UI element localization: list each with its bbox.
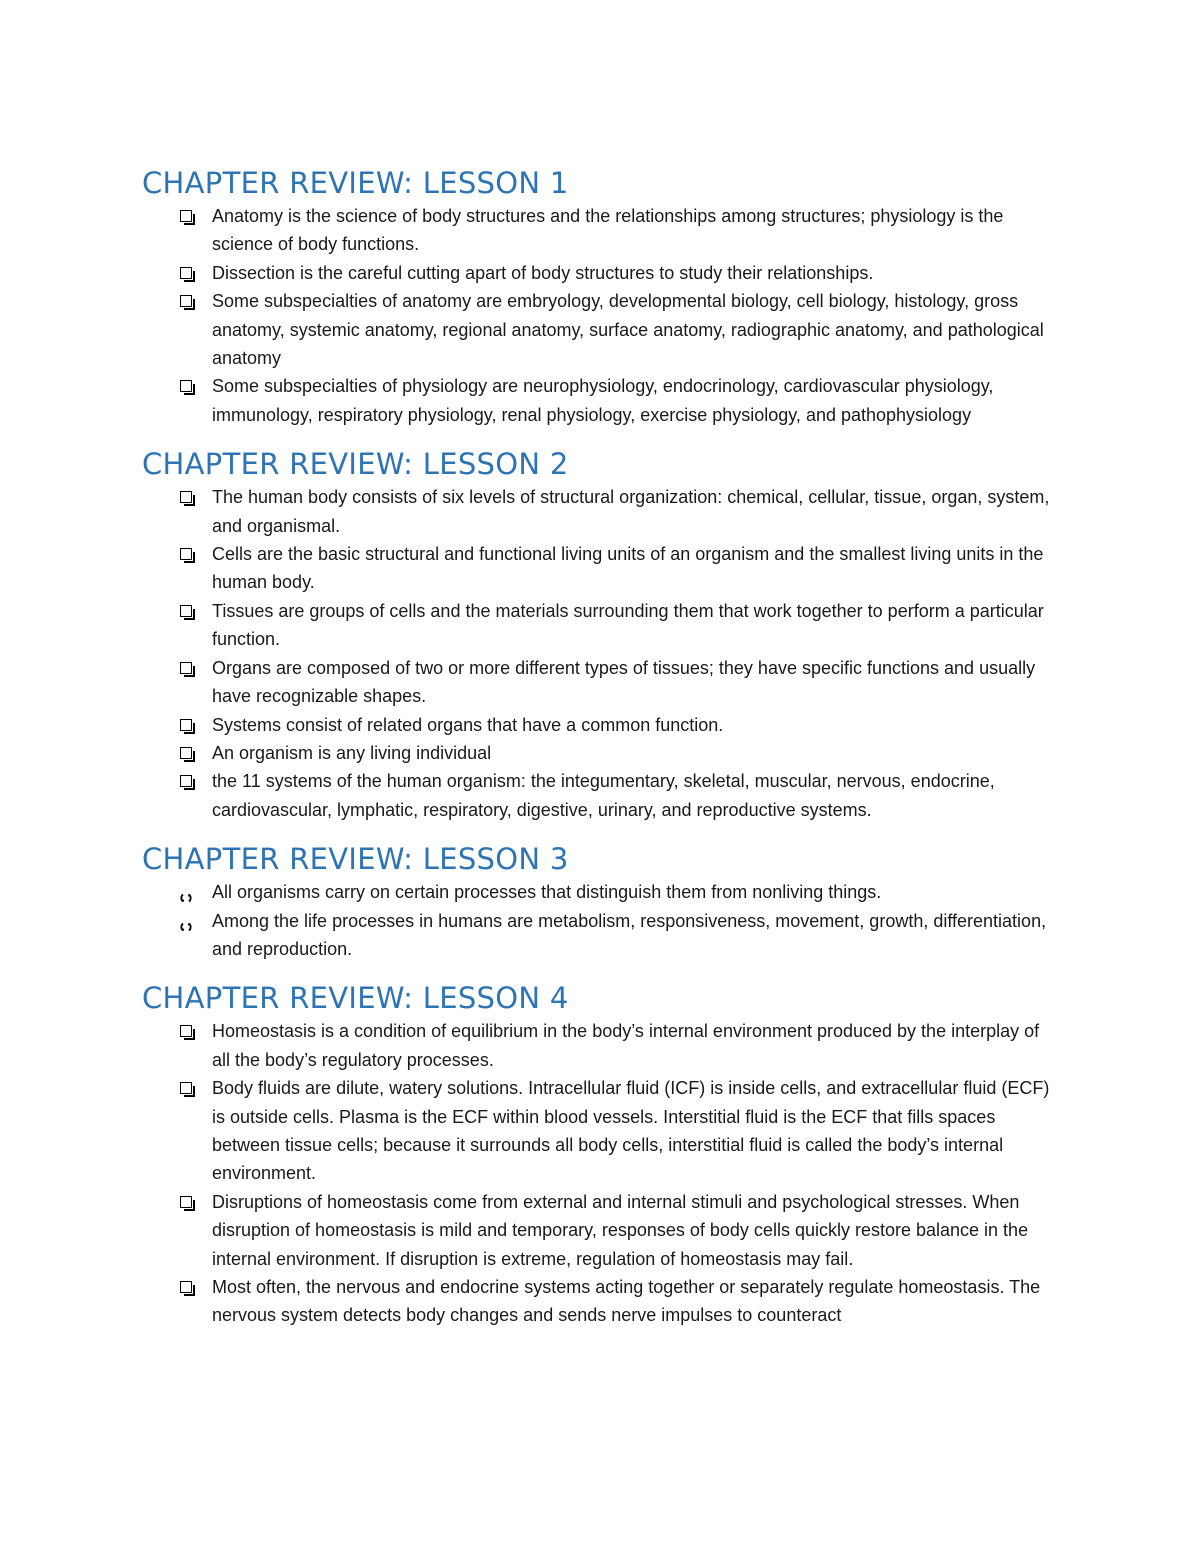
list-item xyxy=(142,1074,1062,1188)
list-item-text: Organs are composed of two or more different types of tissues; they have specific functions and usually have recognizable shapes. xyxy=(212,657,1036,707)
list-item-text: Homeostasis is a condition of equilibrium in the body’s internal environment produced by the interplay of all the body’s regulatory processes. xyxy=(212,1021,1040,1070)
list-item xyxy=(142,372,1062,429)
list-item-text: Some subspecialties of physiology are neurophysiology, endocrinology, cardiovascular physiology, immunology, respiratory physiology, renal physiology, exercise physiology, and pathophysiology xyxy=(212,376,994,425)
checkbox-icon xyxy=(180,1025,192,1037)
checkbox-icon xyxy=(180,548,192,560)
list-item xyxy=(142,1273,1062,1330)
checkbox-icon xyxy=(180,747,192,759)
list-item-text: Cells are the basic structural and functional living units of an organism and the smallest living units in the human body. xyxy=(212,544,1044,593)
bullet-list xyxy=(142,202,1062,429)
checkbox-icon xyxy=(180,719,192,731)
list-item xyxy=(142,540,1062,597)
list-item-text: Systems consist of related organs that have a common function. xyxy=(212,714,724,735)
checkbox-icon xyxy=(180,1281,192,1293)
list-item xyxy=(142,711,1062,739)
list-item-text: An organism is any living individual xyxy=(212,742,492,763)
list-item xyxy=(142,654,1062,711)
checkbox-icon xyxy=(180,605,192,617)
lesson-section-3 xyxy=(142,840,1062,963)
list-item-text: Tissues are groups of cells and the materials surrounding them that work together to perform a particular function. xyxy=(212,600,1044,650)
checkbox-icon xyxy=(180,491,192,503)
bullet-list xyxy=(142,483,1062,824)
list-item-text: The human body consists of six levels of structural organization: chemical, cellular, tissue, organ, system, and organismal. xyxy=(212,487,1050,536)
list-item-text: Anatomy is the science of body structures and the relationships among structures; physiology is the science of body functions. xyxy=(212,206,1004,255)
list-item xyxy=(142,1188,1062,1273)
list-item xyxy=(142,1017,1062,1074)
list-item xyxy=(142,907,1062,964)
checkbox-icon xyxy=(180,380,192,392)
list-item-text: Dissection is the careful cutting apart of body structures to study their relationships. xyxy=(212,262,874,283)
checkbox-icon xyxy=(180,662,192,674)
list-item xyxy=(142,483,1062,540)
list-item-text: the 11 systems of the human organism: the integumentary, skeletal, muscular, nervous, endocrine, cardiovascular, lymphatic, respiratory, digestive, urinary, and reproductive systems. xyxy=(212,771,995,820)
list-item xyxy=(142,767,1062,824)
cycle-arrows-icon xyxy=(179,914,193,928)
checkbox-icon xyxy=(180,1082,192,1094)
document-content xyxy=(142,164,1062,1346)
section-heading: CHAPTER REVIEW: LESSON 4 xyxy=(142,981,569,1016)
bullet-list xyxy=(142,878,1062,963)
list-item-text: Among the life processes in humans are metabolism, responsiveness, movement, growth, differentiation, and reproduction. xyxy=(212,910,1047,959)
cycle-arrows-icon xyxy=(179,885,193,899)
checkbox-icon xyxy=(180,775,192,787)
list-item xyxy=(142,259,1062,287)
section-heading: CHAPTER REVIEW: LESSON 3 xyxy=(142,842,569,877)
checkbox-icon xyxy=(180,267,192,279)
list-item-text: Most often, the nervous and endocrine systems acting together or separately regulate homeostasis. The nervous system detects body changes and sends nerve impulses to counteract xyxy=(212,1277,1041,1326)
lesson-section-2 xyxy=(142,445,1062,824)
section-heading: CHAPTER REVIEW: LESSON 1 xyxy=(142,166,569,200)
bullet-list xyxy=(142,1017,1062,1329)
list-item-text: Some subspecialties of anatomy are embryology, developmental biology, cell biology, histology, gross anatomy, systemic anatomy, regional anatomy, surface anatomy, radiographic anatomy, and pathological anatomy xyxy=(212,291,1044,369)
lesson-section-1 xyxy=(142,164,1062,429)
list-item xyxy=(142,878,1062,906)
list-item-text: Disruptions of homeostasis come from external and internal stimuli and psychological stresses. When disruption of homeostasis is mild and temporary, responses of body cells quickly restore balance in the internal environment. If disruption is extreme, regulation of homeostasis may fail. xyxy=(212,1191,1029,1269)
list-item-text: All organisms carry on certain processes that distinguish them from nonliving things. xyxy=(212,882,882,903)
lesson-section-4 xyxy=(142,979,1062,1329)
checkbox-icon xyxy=(180,1196,192,1208)
list-item xyxy=(142,597,1062,654)
checkbox-icon xyxy=(180,295,192,307)
checkbox-icon xyxy=(180,210,192,222)
list-item xyxy=(142,202,1062,259)
list-item xyxy=(142,739,1062,767)
section-heading: CHAPTER REVIEW: LESSON 2 xyxy=(142,447,569,482)
list-item xyxy=(142,287,1062,372)
list-item-text: Body fluids are dilute, watery solutions. Intracellular fluid (ICF) is inside cells, and extracellular fluid (ECF) is outside cells. Plasma is the ECF within blood vessels. Interstitial fluid is the ECF that fills spaces between tissue cells; because it surrounds all body cells, interstitial fluid is called the body’s internal environment. xyxy=(212,1078,1050,1184)
